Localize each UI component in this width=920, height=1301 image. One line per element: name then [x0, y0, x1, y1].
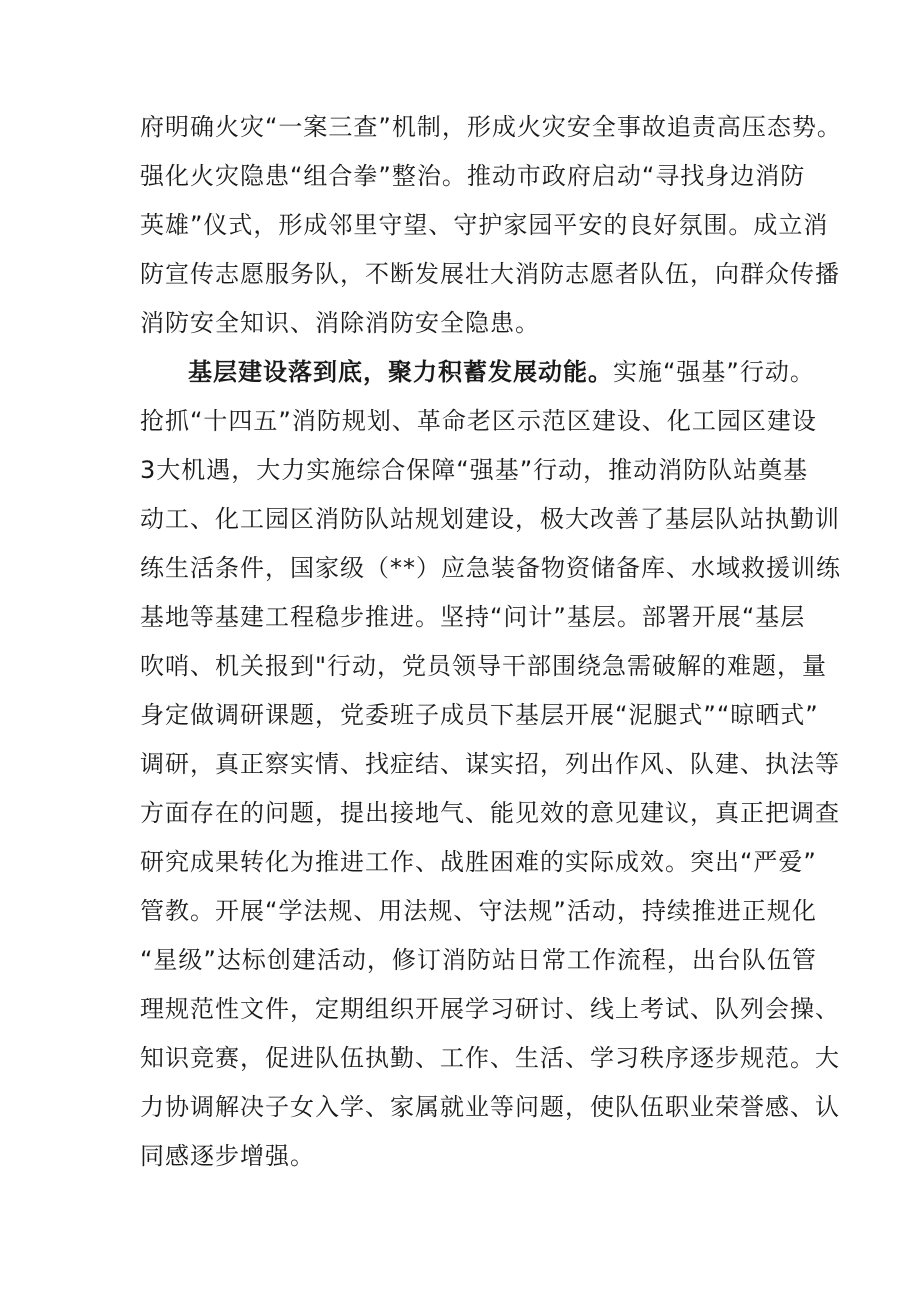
- paragraph-line: 消防安全知识、消除消防安全隐患。: [140, 309, 540, 337]
- paragraph-line: 动工、化工园区消防队站规划建设，极大改善了基层队站执勤训: [140, 505, 840, 533]
- paragraph-line: 研究成果转化为推进工作、战胜困难的实际成效。突出“严爱”: [140, 848, 817, 876]
- paragraph-line: 练生活条件，国家级（**）应急装备物资储备库、水域救援训练: [140, 554, 841, 582]
- paragraph-line: “星级”达标创建活动，修订消防站日常工作流程，出台队伍管: [140, 946, 817, 974]
- paragraph-first-line: [188, 357, 820, 387]
- paragraph-line: 调研，真正察实情、找症结、谋实招，列出作风、队建、执法等: [140, 750, 840, 778]
- paragraph-first-line-rest: 实施“强基”行动。: [613, 358, 815, 386]
- paragraph-line: 防宣传志愿服务队，不断发展壮大消防志愿者队伍，向群众传播: [140, 260, 840, 288]
- paragraph-line: 管教。开展“学法规、用法规、守法规”活动，持续推进正规化: [140, 897, 817, 925]
- paragraph-line: 知识竞赛，促进队伍执勤、工作、生活、学习秩序逐步规范。大: [140, 1044, 840, 1072]
- paragraph-line: 英雄”仪式，形成邻里守望、守护家园平安的良好氛围。成立消: [140, 211, 829, 239]
- paragraph-line: 3大机遇，大力实施综合保障“强基”行动，推动消防队站奠基: [140, 456, 809, 484]
- paragraph-line: 理规范性文件，定期组织开展学习研讨、线上考试、队列会操、: [140, 995, 840, 1023]
- paragraph-line: 方面存在的问题，提出接地气、能见效的意见建议，真正把调查: [140, 799, 840, 827]
- paragraph-line: 同感逐步增强。: [140, 1142, 315, 1170]
- paragraph-line: 府明确火灾“一案三查”机制，形成火灾安全事故追责高压态势。: [140, 113, 842, 141]
- paragraph-line: 吹哨、机关报到"行动，党员领导干部围绕急需破解的难题，量: [140, 652, 828, 680]
- paragraph-line: 力协调解决子女入学、家属就业等问题，使队伍职业荣誉感、认: [140, 1093, 840, 1121]
- paragraph-line: 抢抓“十四五”消防规划、革命老区示范区建设、化工园区建设: [140, 407, 817, 435]
- paragraph-line: 身定做调研课题，党委班子成员下基层开展“泥腿式”“晾晒式”: [140, 701, 819, 729]
- paragraph-line: 强化火灾隐患“组合拳”整治。推动市政府启动“寻找身边消防: [140, 162, 806, 190]
- paragraph-heading: 基层建设落到底，聚力积蓄发展动能。: [188, 358, 613, 386]
- paragraph-line: 基地等基建工程稳步推进。坚持“问计”基层。部署开展“基层: [140, 603, 806, 631]
